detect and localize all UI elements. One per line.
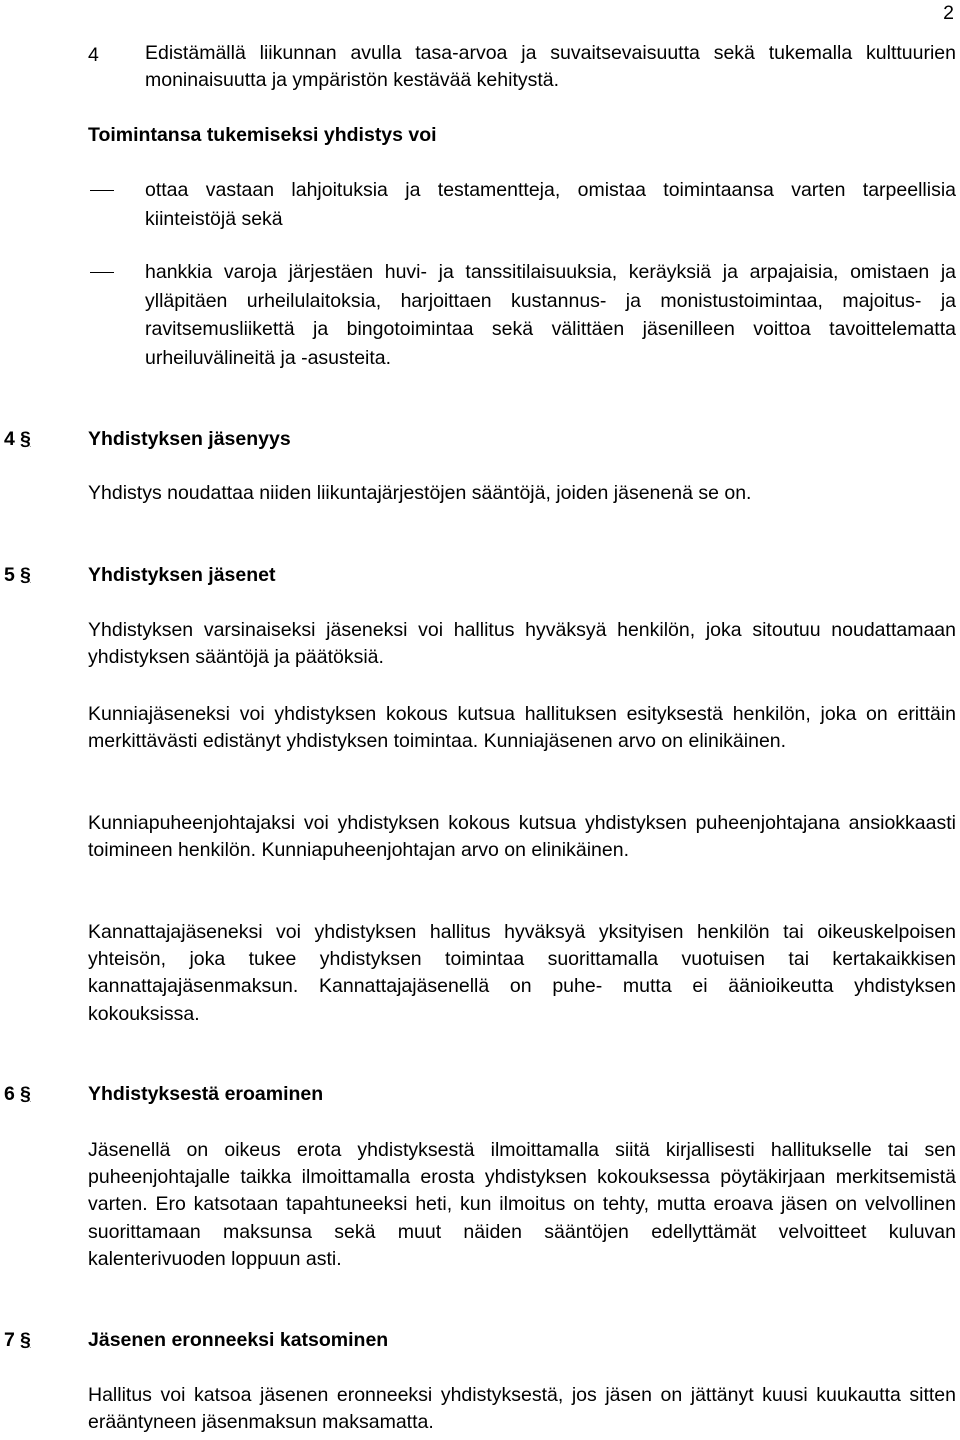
support-item-1: ottaa vastaan lahjoituksia ja testamentteja, omistaa toimintaansa varten tarpeellisia kiinteistöjä sekä (145, 179, 956, 230)
dash-bullet (90, 190, 114, 191)
section-number: 7 (4, 1329, 15, 1351)
section-title: Yhdistyksen jäsenyys (88, 428, 291, 450)
section-number: 6 (4, 1083, 15, 1105)
section-symbol: § (20, 1329, 31, 1351)
section-paragraph: Hallitus voi katsoa jäsenen eronneeksi yhdistyksestä, jos jäsen on jättänyt kuusi kuukautta sitten erääntyneen jäsenmaksun maksamatta. (88, 1384, 956, 1434)
section-paragraph: Kunniajäseneksi voi yhdistyksen kokous kutsua hallituksen esityksestä henkilön, joka on erittäin merkittävästi edistänyt yhdistyksen toimintaa. Kunniajäsenen arvo on elinikäinen. (88, 703, 956, 753)
section-paragraph: Yhdistys noudattaa niiden liikuntajärjestöjen sääntöjä, joiden jäsenenä se on. (88, 482, 752, 504)
page-number: 2 (943, 2, 954, 24)
section-symbol: § (20, 564, 31, 586)
section-number: 4 (4, 428, 15, 450)
section-symbol: § (20, 428, 31, 450)
section-paragraph: Kannattajajäseneksi voi yhdistyksen hallitus hyväksyä yksityisen henkilön tai oikeuskelpoisen yhteisön, joka tukee yhdistyksen toimintaa suorittamalla vuotuisen tai kertakaikkisen kannattajajäsenmaksun. Kannattajajäsenellä on puhe- mutta ei äänioikeutta yhdistyksen kokouksissa. (88, 921, 956, 1025)
section-paragraph: Yhdistyksen varsinaiseksi jäseneksi voi hallitus hyväksyä henkilön, joka sitoutuu noudattamaan yhdistyksen sääntöjä ja päätöksiä. (88, 619, 956, 669)
section-title: Jäsenen eronneeksi katsominen (88, 1329, 389, 1351)
dash-bullet (90, 272, 114, 273)
support-item-2: hankkia varoja järjestäen huvi- ja tanssitilaisuuksia, keräyksiä ja arpajaisia, omistaen ja ylläpitäen urheilulaitoksia, harjoittaen kustannus- ja monistustoimintaa, majoitus- ja ravitsemusliikettä ja bingotoimintaa sekä välittäen jäsenilleen voittoa tavoittelematta urheiluvälineitä ja -asusteita. (145, 261, 956, 370)
section-title: Yhdistyksen jäsenet (88, 564, 276, 586)
section-symbol: § (20, 1083, 31, 1105)
purpose-item-4: Edistämällä liikunnan avulla tasa-arvoa ja suvaitsevaisuutta sekä tukemalla kulttuurien moninaisuutta ja ympäristön kestävää kehitystä. (145, 42, 956, 92)
section-paragraph: Jäsenellä on oikeus erota yhdistyksestä ilmoittamalla siitä kirjallisesti hallitukselle tai sen puheenjohtajalle taikka ilmoittamalla erosta yhdistyksen kokouksessa pöytäkirjaan merkitsemistä varten. Ero katsotaan tapahtuneeksi heti, kun ilmoitus on tehty, mutta eroava jäsen on velvollinen suorittamaan maksunsa sekä muut näiden sääntöjen edellyttämät velvoitteet kuluvan kalenterivuoden loppuun asti. (88, 1139, 956, 1270)
section-number: 5 (4, 564, 15, 586)
list-item-number: 4 (88, 44, 99, 66)
section-title: Yhdistyksestä eroaminen (88, 1083, 324, 1105)
support-heading: Toimintansa tukemiseksi yhdistys voi (88, 124, 437, 146)
section-paragraph: Kunniapuheenjohtajaksi voi yhdistyksen kokous kutsua yhdistyksen puheenjohtajana ansiokkaasti toimineen henkilön. Kunniapuheenjohtajan arvo on elinikäinen. (88, 812, 956, 862)
